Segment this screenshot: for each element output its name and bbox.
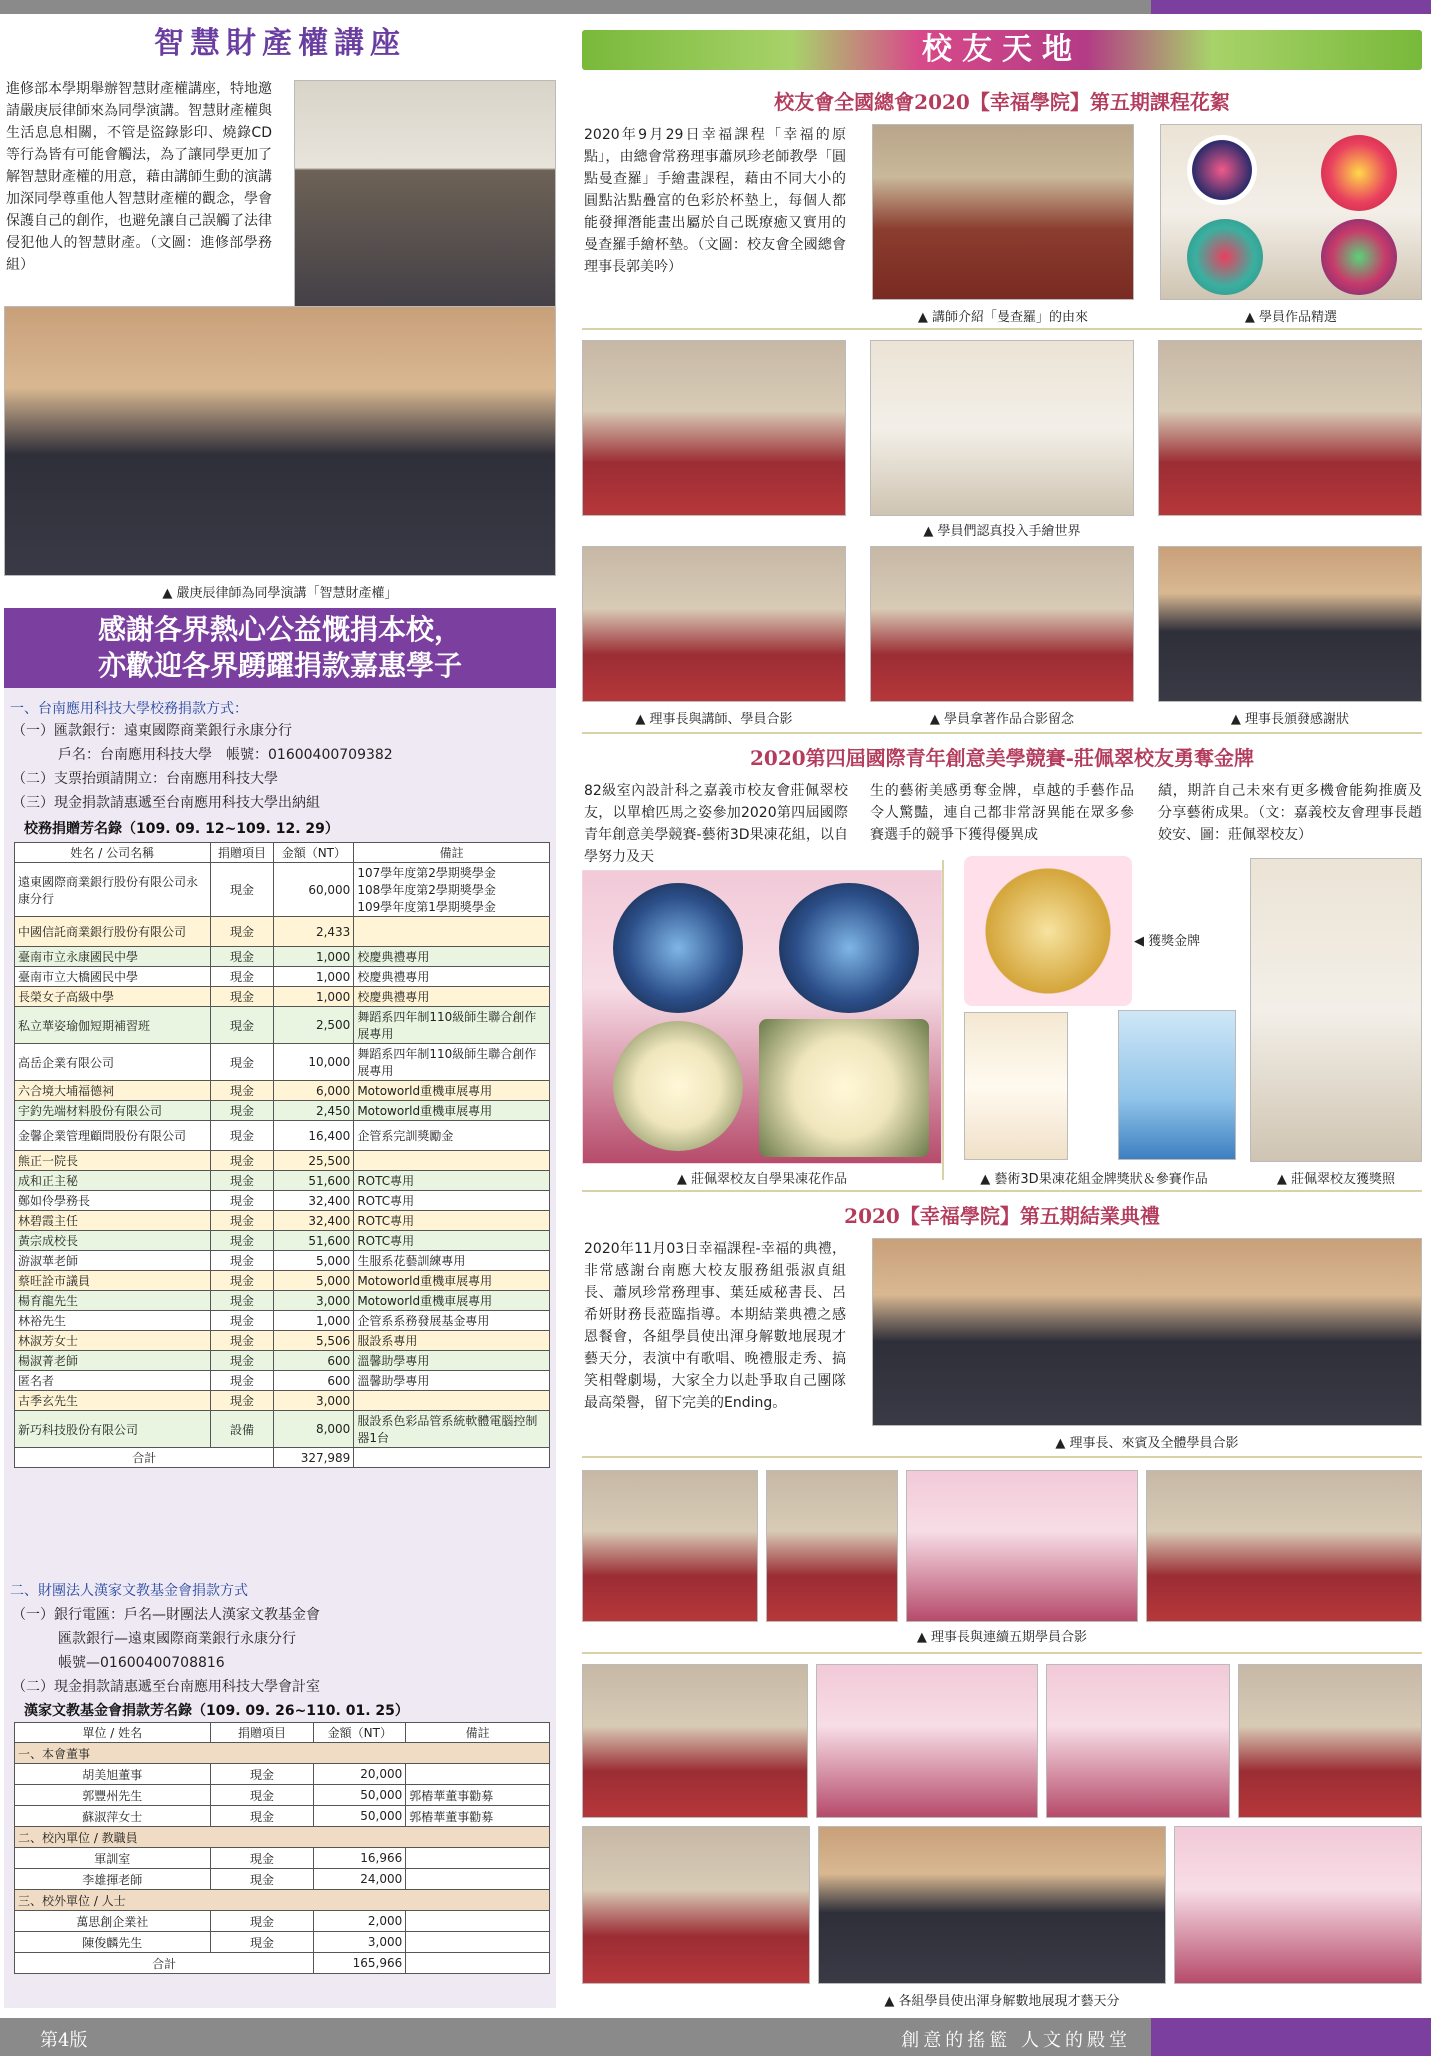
vertical-divider — [942, 860, 944, 1180]
cell-note: 107學年度第2學期獎學金 108學年度第2學期獎學金 109學年度第1學期獎學金 — [354, 863, 550, 917]
cell-item: 設備 — [210, 1411, 274, 1448]
cell-name: 郭豐州先生 — [15, 1785, 211, 1806]
cell-note: Motoworld重機車展專用 — [354, 1291, 550, 1311]
caption-grads: ▲ 理事長與連續五期學員合影 — [916, 1630, 1088, 1645]
photo-jelly-flowers — [582, 870, 942, 1164]
table-row — [15, 863, 550, 917]
cell-name: 林碧霞主任 — [15, 1211, 211, 1231]
cell-note: ROTC專用 — [354, 1171, 550, 1191]
total-label: 合計 — [15, 1448, 274, 1468]
caption-lecture: ▲ 嚴庚辰律師為同學演講「智慧財產權」 — [162, 586, 398, 601]
divider — [582, 732, 1422, 734]
cell-item: 現金 — [210, 1351, 274, 1371]
mandala-coaster-1 — [1187, 135, 1257, 205]
cell-note: Motoworld重機車展專用 — [354, 1101, 550, 1121]
photo-lecturer-intro — [872, 124, 1134, 300]
cell-name: 遠東國際商業銀行股份有限公司永康分行 — [15, 863, 211, 917]
photo-group-lecturer — [582, 546, 846, 702]
cell-note — [354, 917, 550, 947]
alumni-section1-title: 校友會全國總會2020【幸福學院】第五期課程花絮 — [774, 90, 1230, 114]
donation-banner-line2: 亦歡迎各界踴躍捐款嘉惠學子 — [97, 649, 462, 682]
table-total-row — [15, 1448, 550, 1468]
table-row — [15, 1007, 550, 1044]
cell-item: 現金 — [210, 1211, 274, 1231]
alumni-section2-body-col3: 績，期許自己未來有更多機會能夠推廣及分享藝術成果。（文：嘉義校友會理事長趙姣安、圖：莊佩翠校友） — [1158, 783, 1422, 843]
cell-note: 郭樁華董事勸募 — [406, 1806, 550, 1827]
t1-header-item: 捐贈項目 — [210, 843, 274, 863]
cell-name: 陳俊麟先生 — [15, 1932, 211, 1953]
photo-gift-presentation — [294, 80, 556, 330]
cell-name: 林淑芳女士 — [15, 1331, 211, 1351]
total-amount: 327,989 — [274, 1448, 354, 1468]
table-row — [15, 1271, 550, 1291]
top-bar-accent — [1151, 0, 1431, 14]
caption-graduation-group: ▲ 理事長、來賓及全體學員合影 — [1055, 1436, 1239, 1451]
cell-item: 現金 — [210, 1869, 314, 1890]
donation-banner — [4, 608, 556, 688]
caption-portrait: ▲ 莊佩翠校友獲獎照 — [1276, 1172, 1396, 1187]
cell-item: 現金 — [210, 1231, 274, 1251]
cell-note: ROTC專用 — [354, 1191, 550, 1211]
caption-jelly: ▲ 莊佩翠校友自學果凍花作品 — [676, 1172, 848, 1187]
cell-note — [406, 1848, 550, 1869]
cell-note: 服設系色彩品管系統軟體電腦控制器1台 — [354, 1411, 550, 1448]
alumni-banner-title: 校友天地 — [922, 32, 1082, 67]
cell-note: 溫馨助學專用 — [354, 1371, 550, 1391]
photo-gold-medal — [964, 856, 1132, 1006]
table-row — [15, 1911, 550, 1932]
donation2-line-bank: 匯款銀行—遠東國際商業銀行永康分行 — [58, 1631, 296, 1647]
cell-note — [354, 1391, 550, 1411]
cell-item: 現金 — [210, 1331, 274, 1351]
cell-name: 萬思創企業社 — [15, 1911, 211, 1932]
cell-amount: 1,000 — [274, 947, 354, 967]
table-row — [15, 1869, 550, 1890]
t1-header-note: 備註 — [354, 843, 550, 863]
cell-item: 現金 — [210, 1785, 314, 1806]
cell-amount: 600 — [274, 1371, 354, 1391]
table-row — [15, 1848, 550, 1869]
cell-item: 現金 — [210, 917, 274, 947]
divider — [582, 1456, 1422, 1458]
table-section-row — [15, 1890, 550, 1911]
table-row — [15, 1371, 550, 1391]
cell-name: 金馨企業管理顧問股份有限公司 — [15, 1121, 211, 1151]
photo-grads-4 — [1146, 1470, 1422, 1622]
cell-amount: 16,400 — [274, 1121, 354, 1151]
cell-amount: 5,506 — [274, 1331, 354, 1351]
donation-table-1 — [14, 842, 550, 1468]
cell-note — [406, 1869, 550, 1890]
donation-line-cash: （三）現金捐款請惠遞至台南應用科技大學出納組 — [12, 795, 320, 811]
cell-amount: 5,000 — [274, 1271, 354, 1291]
table2-title: 漢家文教基金會捐款芳名錄（109. 09. 26~110. 01. 25） — [24, 1703, 409, 1719]
table-row — [15, 947, 550, 967]
table-section-row — [15, 1743, 550, 1764]
donation-table-2 — [14, 1722, 550, 1974]
label-gold-medal: ◀ 獲獎金牌 — [1134, 934, 1201, 949]
table-row — [15, 1191, 550, 1211]
cell-amount: 50,000 — [314, 1806, 406, 1827]
cell-item: 現金 — [210, 1311, 274, 1331]
donation-line-bank: （一）匯款銀行：遠東國際商業銀行永康分行 — [12, 723, 292, 739]
cell-name: 匿名者 — [15, 1371, 211, 1391]
cell-amount: 10,000 — [274, 1044, 354, 1081]
cell-name: 成和正主秘 — [15, 1171, 211, 1191]
alumni-section2-body-col2: 生的藝術美感勇奪金牌，卓越的手藝作品令人驚豔，連自己都非常訝異能在眾多參賽選手的競爭下獲得優異成 — [870, 783, 1134, 843]
photo-class-1 — [582, 340, 846, 516]
photo-award-portrait — [1250, 858, 1422, 1162]
donation-section1-heading: 一、台南應用科技大學校務捐款方式： — [10, 701, 248, 717]
cell-amount: 32,400 — [274, 1191, 354, 1211]
cell-amount: 20,000 — [314, 1764, 406, 1785]
table-row — [15, 1391, 550, 1411]
photo-grads-3 — [906, 1470, 1138, 1622]
t2-header-item: 捐贈項目 — [210, 1723, 314, 1743]
cell-note: 校慶典禮專用 — [354, 987, 550, 1007]
cell-name: 六合境大埔福德祠 — [15, 1081, 211, 1101]
divider — [582, 328, 1422, 330]
cell-note: 郭樁華董事勸募 — [406, 1785, 550, 1806]
cell-name: 胡美旭董事 — [15, 1764, 211, 1785]
table-row — [15, 1806, 550, 1827]
table-row — [15, 1101, 550, 1121]
cell-name: 高岳企業有限公司 — [15, 1044, 211, 1081]
photo-award-certificate — [964, 1012, 1068, 1160]
cell-note: 生服系花藝訓練專用 — [354, 1251, 550, 1271]
caption-group-works: ▲ 學員拿著作品合影留念 — [929, 712, 1075, 727]
photo-perf-1 — [582, 1664, 808, 1818]
divider — [582, 1652, 1422, 1654]
table-section-row — [15, 1827, 550, 1848]
caption-class: ▲ 學員們認真投入手繪世界 — [923, 524, 1081, 539]
cell-note: ROTC專用 — [354, 1231, 550, 1251]
photo-perf-3 — [1046, 1664, 1230, 1818]
cell-item: 現金 — [210, 987, 274, 1007]
caption-student-works: ▲ 學員作品精選 — [1244, 310, 1338, 325]
cell-name: 游淑華老師 — [15, 1251, 211, 1271]
table1-title: 校務捐贈芳名錄（109. 09. 12~109. 12. 29） — [24, 821, 339, 837]
table-row — [15, 917, 550, 947]
cell-amount: 32,400 — [274, 1211, 354, 1231]
photo-student-works — [1160, 124, 1422, 300]
cell-item: 現金 — [210, 1251, 274, 1271]
cell-name: 長榮女子高級中學 — [15, 987, 211, 1007]
cell-note: 校慶典禮專用 — [354, 947, 550, 967]
photo-class-2 — [870, 340, 1134, 516]
cell-note: 舞蹈系四年制110級師生聯合創作展專用 — [354, 1007, 550, 1044]
cell-name: 楊育龍先生 — [15, 1291, 211, 1311]
cell-item: 現金 — [210, 1191, 274, 1211]
donation2-line-cash: （二）現金捐款請惠遞至台南應用科技大學會計室 — [12, 1679, 320, 1695]
photo-perf-2 — [816, 1664, 1038, 1818]
table-row — [15, 1932, 550, 1953]
cell-name: 臺南市立永康國民中學 — [15, 947, 211, 967]
table-row — [15, 1411, 550, 1448]
footer-accent — [1151, 2018, 1431, 2056]
cell-name: 宇釣先端材料股份有限公司 — [15, 1101, 211, 1121]
table-row — [15, 1121, 550, 1151]
cell-amount: 2,433 — [274, 917, 354, 947]
jelly-flower-2 — [779, 883, 919, 1013]
cell-note: Motoworld重機車展專用 — [354, 1081, 550, 1101]
cell-name: 鄭如伶學務長 — [15, 1191, 211, 1211]
t2-header-amount: 金額（NT） — [314, 1723, 406, 1743]
cell-name: 李雄揮老師 — [15, 1869, 211, 1890]
table-row — [15, 1171, 550, 1191]
cell-amount: 25,500 — [274, 1151, 354, 1171]
photo-perf-4 — [1238, 1664, 1422, 1818]
donation-line-cheque: （二）支票抬頭請開立：台南應用科技大學 — [12, 771, 278, 787]
mandala-coaster-3 — [1187, 219, 1263, 295]
cell-item: 現金 — [210, 1848, 314, 1869]
cell-name: 軍訓室 — [15, 1848, 211, 1869]
cell-item: 現金 — [210, 1007, 274, 1044]
cell-amount: 16,966 — [314, 1848, 406, 1869]
t1-header-amount: 金額（NT） — [274, 843, 354, 863]
cell-amount: 6,000 — [274, 1081, 354, 1101]
cell-name: 楊淑菁老師 — [15, 1351, 211, 1371]
cell-amount: 2,000 — [314, 1911, 406, 1932]
table-row — [15, 1231, 550, 1251]
table-row — [15, 1251, 550, 1271]
caption-perf: ▲ 各組學員使出渾身解數地展現才藝天分 — [884, 1994, 1120, 2009]
table-total-row — [15, 1953, 550, 1974]
cell-amount: 5,000 — [274, 1251, 354, 1271]
donation-line-account: 戶名：台南應用科技大學 帳號：01600400709382 — [58, 747, 393, 763]
photo-graduation-group — [872, 1238, 1422, 1426]
page-number: 第4版 — [40, 2030, 88, 2051]
cell-note: 服設系專用 — [354, 1331, 550, 1351]
cell-name: 林裕先生 — [15, 1311, 211, 1331]
photo-grads-2 — [766, 1470, 898, 1622]
photo-contest-entry — [1118, 1010, 1236, 1160]
cell-amount: 3,000 — [274, 1291, 354, 1311]
total-label: 合計 — [15, 1953, 314, 1974]
cell-amount: 600 — [274, 1351, 354, 1371]
photo-class-3 — [1158, 340, 1422, 516]
cell-amount: 2,450 — [274, 1101, 354, 1121]
cell-note — [406, 1764, 550, 1785]
cell-amount: 51,600 — [274, 1231, 354, 1251]
cell-name: 臺南市立大橋國民中學 — [15, 967, 211, 987]
total-note — [354, 1448, 550, 1468]
donation2-line-account: 帳號—01600400708816 — [58, 1655, 225, 1671]
section-label: 三、校外單位 / 人士 — [15, 1890, 550, 1911]
ip-lecture-title: 智慧財產權講座 — [154, 26, 406, 61]
photo-group-works — [870, 546, 1134, 702]
cell-item: 現金 — [210, 1764, 314, 1785]
cell-note — [354, 1151, 550, 1171]
donation-banner-line1: 感謝各界熱心公益慨捐本校， — [97, 613, 462, 646]
cell-note: Motoworld重機車展專用 — [354, 1271, 550, 1291]
cell-amount: 24,000 — [314, 1869, 406, 1890]
footer-bar — [0, 2018, 1431, 2056]
cell-name: 古季玄先生 — [15, 1391, 211, 1411]
cell-amount: 50,000 — [314, 1785, 406, 1806]
cell-name: 中國信託商業銀行股份有限公司 — [15, 917, 211, 947]
photo-perf-5 — [582, 1826, 810, 1984]
table-row — [15, 1044, 550, 1081]
jelly-flower-4 — [759, 1019, 929, 1157]
table-row — [15, 1785, 550, 1806]
cell-name: 蘇淑萍女士 — [15, 1806, 211, 1827]
cell-item: 現金 — [210, 967, 274, 987]
top-bar — [0, 0, 1431, 14]
cell-note: 溫馨助學專用 — [354, 1351, 550, 1371]
alumni-section3-title: 2020【幸福學院】第五期結業典禮 — [844, 1204, 1160, 1228]
cell-item: 現金 — [210, 1291, 274, 1311]
table-row — [15, 1331, 550, 1351]
table-row — [15, 987, 550, 1007]
cell-item: 現金 — [210, 1806, 314, 1827]
photo-thanks-certificate — [1158, 546, 1422, 702]
table-row — [15, 1764, 550, 1785]
cell-note: ROTC專用 — [354, 1211, 550, 1231]
cell-note: 舞蹈系四年制110級師生聯合創作展專用 — [354, 1044, 550, 1081]
table-row — [15, 967, 550, 987]
cell-amount: 60,000 — [274, 863, 354, 917]
donation-section2-heading: 二、財團法人漢家文教基金會捐款方式 — [10, 1583, 248, 1599]
mandala-coaster-2 — [1321, 135, 1397, 211]
cell-note: 校慶典禮專用 — [354, 967, 550, 987]
footer-slogan: 創意的搖籃 人文的殿堂 — [901, 2030, 1131, 2051]
t2-header-name: 單位 / 姓名 — [15, 1723, 211, 1743]
caption-group-lecturer: ▲ 理事長與講師、學員合影 — [635, 712, 793, 727]
cell-item: 現金 — [210, 1081, 274, 1101]
cell-item: 現金 — [210, 1391, 274, 1411]
cell-item: 現金 — [210, 1932, 314, 1953]
cell-amount: 3,000 — [314, 1932, 406, 1953]
alumni-section2-body-col1: 82級室內設計科之嘉義市校友會莊佩翠校友，以單槍匹馬之姿參加2020第四屆國際青年創意美學競賽-藝術3D果凍花組，以自學努力及天 — [584, 783, 848, 865]
table-row — [15, 1351, 550, 1371]
mandala-coaster-4 — [1321, 219, 1397, 295]
alumni-section2-title: 2020第四屆國際青年創意美學競賽-莊佩翠校友勇奪金牌 — [750, 746, 1254, 770]
table-row — [15, 1151, 550, 1171]
cell-note — [406, 1911, 550, 1932]
cell-name: 熊正一院長 — [15, 1151, 211, 1171]
cell-amount: 8,000 — [274, 1411, 354, 1448]
photo-perf-7 — [1174, 1826, 1422, 1984]
donation2-line-wire: （一）銀行電匯：戶名—財團法人漢家文教基金會 — [12, 1607, 320, 1623]
cell-amount: 1,000 — [274, 1311, 354, 1331]
cell-name: 蔡旺詮市議員 — [15, 1271, 211, 1291]
cell-item: 現金 — [210, 1151, 274, 1171]
cell-note — [406, 1932, 550, 1953]
total-note — [406, 1953, 550, 1974]
caption-lecturer-intro: ▲ 講師介紹「曼查羅」的由來 — [917, 310, 1089, 325]
cell-amount: 3,000 — [274, 1391, 354, 1411]
t1-header-name: 姓名 / 公司名稱 — [15, 843, 211, 863]
table-row — [15, 1081, 550, 1101]
table-row — [15, 1291, 550, 1311]
alumni-section3-body: 2020年11月03日幸福課程-幸福的典禮，非常感謝台南應大校友服務組張淑貞組長、蕭夙珍常務理事、葉廷威秘書長、呂希妍財務長蒞臨指導。本期結業典禮之感恩餐會，各組學員使出渾身解數地展現才藝天分，表演中有歌唱、晚禮服走秀、搞笑相聲劇場，大家全力以赴爭取自己團隊最高榮譽，留下完美的Ending。 — [584, 1241, 846, 1411]
cell-amount: 2,500 — [274, 1007, 354, 1044]
section-label: 一、本會董事 — [15, 1743, 550, 1764]
cell-item: 現金 — [210, 1911, 314, 1932]
alumni-banner — [582, 30, 1422, 70]
table-row — [15, 1311, 550, 1331]
cell-item: 現金 — [210, 1271, 274, 1291]
cell-item: 現金 — [210, 1121, 274, 1151]
cell-note: 企管系完訓獎勵金 — [354, 1121, 550, 1151]
jelly-flower-3 — [613, 1021, 743, 1151]
alumni-section1-body: 2020年9月29日幸福課程「幸福的原點」，由總會常務理事蕭夙珍老師教學「圓點曼查羅」手繪畫課程，藉由不同大小的圓點沾點疊富的色彩於杯墊上，每個人都能發揮潛能畫出屬於自己既療癒又實用的曼查羅手繪杯墊。（文圖：校友會全國總會理事長郭美吟） — [584, 127, 846, 275]
cell-name: 新巧科技股份有限公司 — [15, 1411, 211, 1448]
cell-item: 現金 — [210, 947, 274, 967]
cell-note: 企管系系務發展基金專用 — [354, 1311, 550, 1331]
photo-perf-6 — [818, 1826, 1166, 1984]
cell-item: 現金 — [210, 1044, 274, 1081]
section-label: 二、校內單位 / 教職員 — [15, 1827, 550, 1848]
jelly-flower-1 — [613, 883, 743, 1013]
cell-name: 黃宗成校長 — [15, 1231, 211, 1251]
photo-grads-1 — [582, 1470, 758, 1622]
cell-amount: 1,000 — [274, 967, 354, 987]
ip-lecture-body: 進修部本學期舉辦智慧財產權講座，特地邀請嚴庚辰律師來為同學演講。智慧財產權與生活息息相關，不管是盜錄影印、燒錄CD等行為皆有可能會觸法，為了讓同學更加了解智慧財產權的用意，藉由講師生動的演講加深同學尊重他人智慧財產權的觀念，學會保護自己的創作，也避免讓自己誤觸了法律侵犯他人的智慧財產。（文圖：進修部學務組） — [6, 81, 272, 273]
cell-item: 現金 — [210, 863, 274, 917]
cell-name: 私立華姿瑜伽短期補習班 — [15, 1007, 211, 1044]
t2-header-note: 備註 — [406, 1723, 550, 1743]
caption-thanks: ▲ 理事長頒發感謝狀 — [1230, 712, 1350, 727]
table-row — [15, 1211, 550, 1231]
cell-item: 現金 — [210, 1371, 274, 1391]
caption-cert: ▲ 藝術3D果凍花組金牌獎狀＆參賽作品 — [980, 1172, 1208, 1187]
divider — [582, 1190, 1422, 1192]
total-amount: 165,966 — [314, 1953, 406, 1974]
cell-amount: 51,600 — [274, 1171, 354, 1191]
photo-lecture-audience — [4, 306, 556, 576]
cell-amount: 1,000 — [274, 987, 354, 1007]
cell-item: 現金 — [210, 1101, 274, 1121]
cell-item: 現金 — [210, 1171, 274, 1191]
